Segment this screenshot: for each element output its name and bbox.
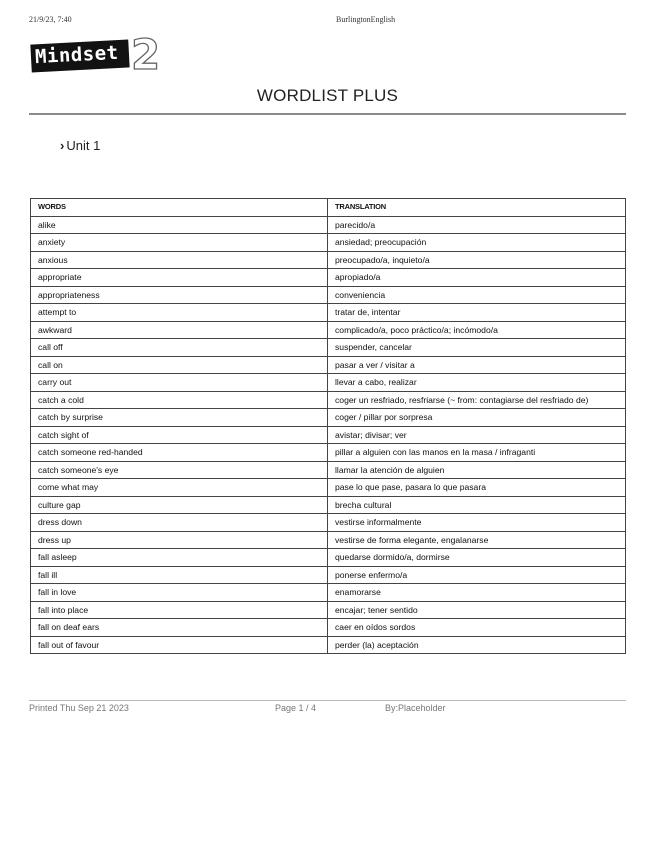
footer-divider	[29, 700, 626, 701]
print-site-name: BurlingtonEnglish	[336, 15, 396, 24]
word-cell: dress up	[31, 531, 328, 549]
table-row	[31, 496, 626, 514]
translation-cell: llamar la atención de alguien	[328, 461, 626, 479]
table-row	[31, 409, 626, 427]
word-cell: call off	[31, 339, 328, 357]
table-row	[31, 321, 626, 339]
translation-cell: pasar a ver / visitar a	[328, 356, 626, 374]
word-cell: anxious	[31, 251, 328, 269]
word-cell: fall out of favour	[31, 636, 328, 654]
table-body	[31, 216, 626, 654]
translation-cell: llevar a cabo, realizar	[328, 374, 626, 392]
word-cell: appropriateness	[31, 286, 328, 304]
table-row	[31, 304, 626, 322]
word-cell: anxiety	[31, 234, 328, 252]
translation-cell: apropiado/a	[328, 269, 626, 287]
table-row	[31, 286, 626, 304]
unit-heading[interactable]	[60, 138, 100, 153]
word-cell: dress down	[31, 514, 328, 532]
word-cell: fall in love	[31, 584, 328, 602]
word-cell: awkward	[31, 321, 328, 339]
translation-cell: suspender, cancelar	[328, 339, 626, 357]
translation-cell: parecido/a	[328, 216, 626, 234]
table-row	[31, 479, 626, 497]
translation-cell: enamorarse	[328, 584, 626, 602]
translation-cell: preocupado/a, inquieto/a	[328, 251, 626, 269]
print-footer	[29, 703, 626, 715]
table-row	[31, 216, 626, 234]
logo-word: Mindset	[34, 41, 120, 69]
logo-number: 2	[131, 30, 161, 79]
table-row	[31, 636, 626, 654]
word-cell: come what may	[31, 479, 328, 497]
translation-cell: complicado/a, poco práctico/a; incómodo/a	[328, 321, 626, 339]
table-row	[31, 374, 626, 392]
table-row	[31, 601, 626, 619]
table-row	[31, 619, 626, 637]
word-cell: call on	[31, 356, 328, 374]
translation-cell: tratar de, intentar	[328, 304, 626, 322]
table-row	[31, 549, 626, 567]
table-row	[31, 514, 626, 532]
table-row	[31, 339, 626, 357]
title-divider	[29, 113, 626, 115]
word-cell: fall into place	[31, 601, 328, 619]
word-cell: carry out	[31, 374, 328, 392]
word-cell: catch sight of	[31, 426, 328, 444]
translation-cell: pillar a alguien con las manos en la masa / infraganti	[328, 444, 626, 462]
word-cell: catch someone's eye	[31, 461, 328, 479]
translation-cell: quedarse dormido/a, dormirse	[328, 549, 626, 567]
translation-cell: brecha cultural	[328, 496, 626, 514]
translation-cell: coger un resfriado, resfriarse (~ from: contagiarse del resfriado de)	[328, 391, 626, 409]
table-header-row	[31, 199, 626, 217]
page-number: Page 1 / 4	[275, 703, 317, 713]
translation-cell: ansiedad; preocupación	[328, 234, 626, 252]
word-cell: attempt to	[31, 304, 328, 322]
word-cell: fall ill	[31, 566, 328, 584]
word-cell: alike	[31, 216, 328, 234]
print-timestamp: 21/9/23, 7:40	[29, 15, 72, 24]
translation-cell: pase lo que pase, pasara lo que pasara	[328, 479, 626, 497]
column-header-words: WORDS	[31, 199, 328, 217]
wordlist-table	[30, 198, 626, 654]
translation-cell: caer en oídos sordos	[328, 619, 626, 637]
translation-cell: avistar; divisar; ver	[328, 426, 626, 444]
word-cell: catch by surprise	[31, 409, 328, 427]
table-row	[31, 234, 626, 252]
column-header-translation: TRANSLATION	[328, 199, 626, 217]
table-row	[31, 356, 626, 374]
printed-date: Printed Thu Sep 21 2023	[29, 703, 129, 713]
word-cell: fall asleep	[31, 549, 328, 567]
printed-by: By:Placeholder	[385, 703, 446, 713]
word-cell: culture gap	[31, 496, 328, 514]
unit-label: Unit 1	[66, 138, 101, 153]
table-row	[31, 391, 626, 409]
translation-cell: coger / pillar por sorpresa	[328, 409, 626, 427]
table-row	[31, 461, 626, 479]
word-cell: appropriate	[31, 269, 328, 287]
table-row	[31, 426, 626, 444]
translation-cell: vestirse informalmente	[328, 514, 626, 532]
table-row	[31, 251, 626, 269]
table-row	[31, 444, 626, 462]
translation-cell: encajar; tener sentido	[328, 601, 626, 619]
translation-cell: vestirse de forma elegante, engalanarse	[328, 531, 626, 549]
word-cell: fall on deaf ears	[31, 619, 328, 637]
table-row	[31, 566, 626, 584]
mindset-logo	[31, 30, 161, 80]
table-row	[31, 269, 626, 287]
table-row	[31, 531, 626, 549]
table-row	[31, 584, 626, 602]
print-header	[29, 15, 626, 27]
word-cell: catch a cold	[31, 391, 328, 409]
chevron-right-icon: ›	[60, 138, 65, 153]
translation-cell: perder (la) aceptación	[328, 636, 626, 654]
word-cell: catch someone red-handed	[31, 444, 328, 462]
translation-cell: conveniencia	[328, 286, 626, 304]
page-title: WORDLIST PLUS	[256, 86, 399, 105]
translation-cell: ponerse enfermo/a	[328, 566, 626, 584]
